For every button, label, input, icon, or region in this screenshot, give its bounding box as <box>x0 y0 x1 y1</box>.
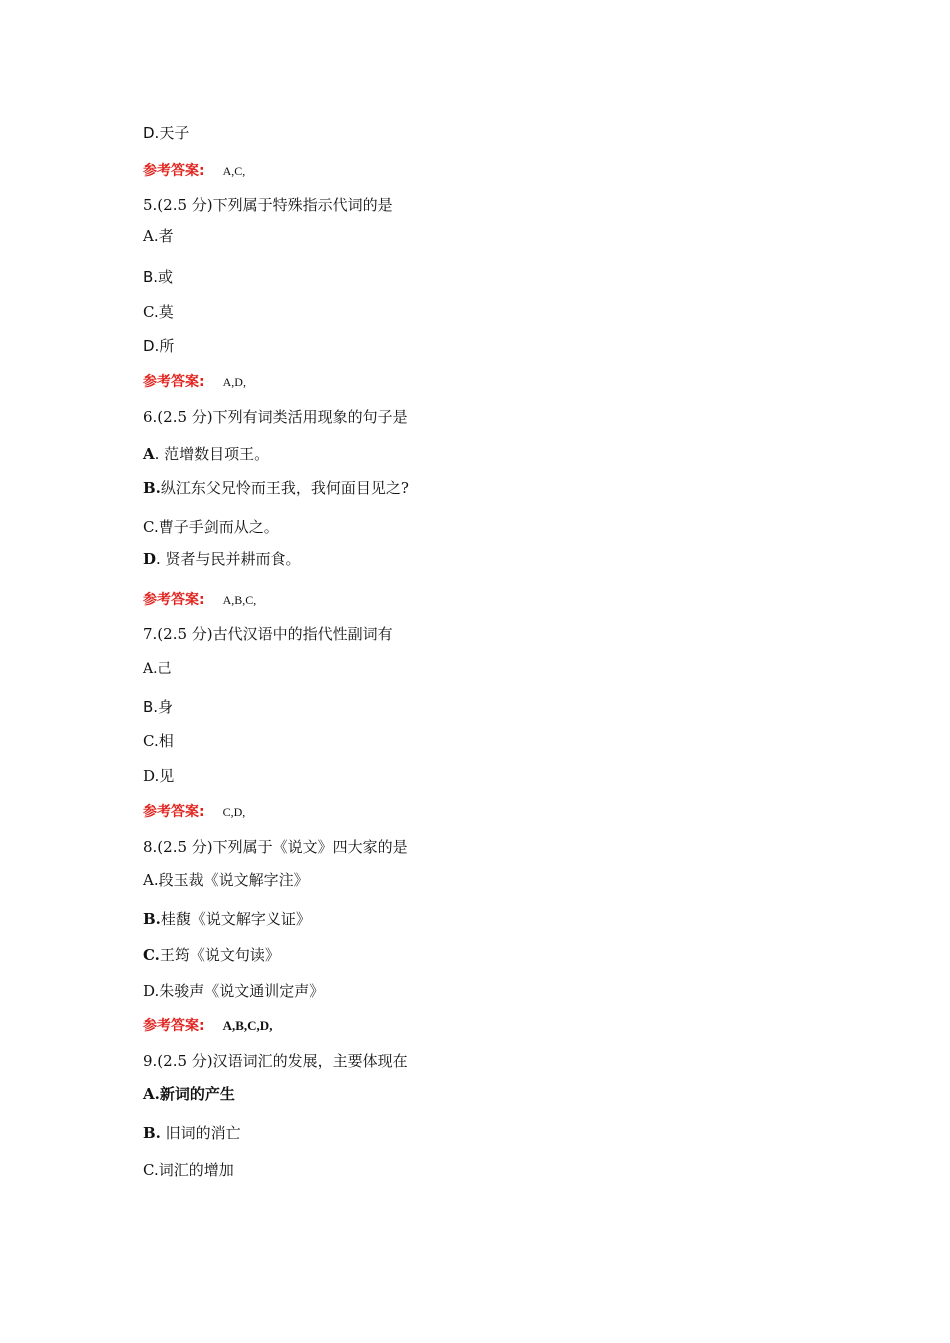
option-key: B. <box>143 479 161 497</box>
answer-label: 参考答案: <box>143 1018 205 1034</box>
answer-value: A,B,C,D, <box>222 1018 273 1033</box>
q9-option-a: A.新词的产生 <box>143 1085 235 1103</box>
q7-option-b: B.身 <box>143 698 174 716</box>
q5-option-b: B.或 <box>143 268 174 286</box>
q7-option-a: A.己 <box>143 661 172 677</box>
q5-option-c: C.莫 <box>143 303 174 321</box>
q6-option-b <box>143 478 409 498</box>
q5-answer <box>143 371 246 392</box>
q9-stem: 9.(2.5 分)汉语词汇的发展，主要体现在 <box>143 1052 408 1070</box>
q9-option-c: C.词汇的增加 <box>143 1161 234 1179</box>
q5-option-a: A.者 <box>143 227 174 245</box>
option-key: B. <box>143 910 161 928</box>
q7-answer <box>143 801 245 822</box>
answer-value: A,C, <box>222 164 246 178</box>
q6-stem: 6.(2.5 分)下列有词类活用现象的句子是 <box>143 408 408 426</box>
option-text: . 贤者与民并耕而食。 <box>156 550 301 568</box>
q6-answer <box>143 589 256 610</box>
option-text: 旧词的消亡 <box>160 1124 241 1142</box>
q4-option-d: D.天子 <box>143 124 190 142</box>
answer-value: A,D, <box>222 375 246 389</box>
answer-label: 参考答案: <box>143 163 205 179</box>
q7-option-d: D.见 <box>143 767 175 785</box>
option-key: B. <box>143 1124 161 1142</box>
q5-stem: 5.(2.5 分)下列属于特殊指示代词的是 <box>143 196 393 214</box>
option-key: A <box>143 445 155 463</box>
option-text: 王筠《说文句读》 <box>159 946 280 964</box>
q6-option-c: C.曹子手剑而从之。 <box>143 518 279 536</box>
q8-option-b <box>143 909 311 929</box>
answer-value: C,D, <box>222 805 246 819</box>
q9-option-b <box>143 1123 241 1143</box>
q8-option-c <box>143 945 280 965</box>
q6-option-a <box>143 444 269 464</box>
q7-stem: 7.(2.5 分)古代汉语中的指代性副词有 <box>143 625 393 643</box>
option-text: 桂馥《说文解字义证》 <box>160 910 311 928</box>
q8-answer <box>143 1015 272 1036</box>
q6-option-d <box>143 549 301 569</box>
q5-option-d: D.所 <box>143 337 175 355</box>
answer-label: 参考答案: <box>143 374 205 390</box>
option-text: 纵江东父兄怜而王我，我何面目见之? <box>160 479 409 497</box>
option-key: D <box>143 550 157 568</box>
answer-label: 参考答案: <box>143 592 205 608</box>
q4-answer <box>143 160 245 181</box>
q8-stem: 8.(2.5 分)下列属于《说文》四大家的是 <box>143 838 408 856</box>
option-text: . 范增数目项王。 <box>154 445 270 463</box>
q8-option-d: D.朱骏声《说文通训定声》 <box>143 982 325 1000</box>
answer-label: 参考答案: <box>143 804 205 820</box>
answer-value: A,B,C, <box>222 593 257 607</box>
option-key: C. <box>143 946 160 964</box>
q7-option-c: C.相 <box>143 732 174 750</box>
q8-option-a: A.段玉裁《说文解字注》 <box>143 871 309 889</box>
